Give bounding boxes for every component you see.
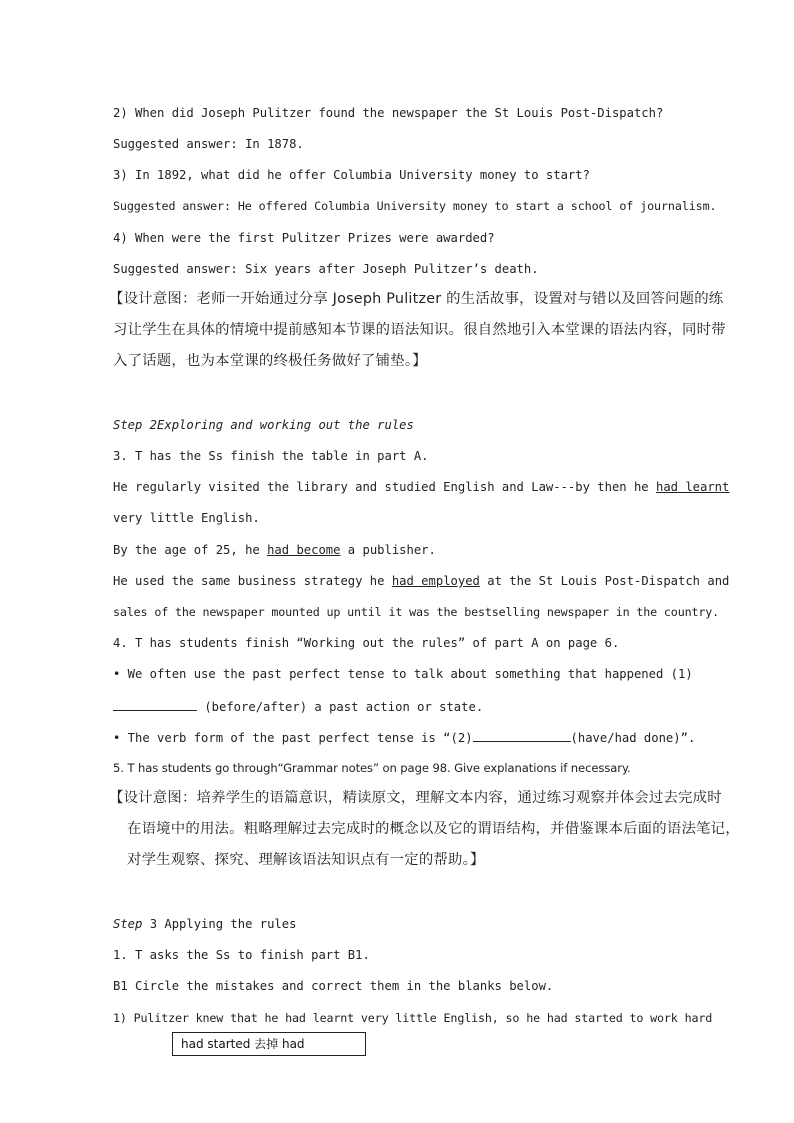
exercise-question-1: 1) Pulitzer knew that he had learnt very little English, so he had started to work hard	[113, 1011, 713, 1025]
answer-box: had started 去掉 had	[172, 1032, 366, 1056]
sentence-3-text: He used the same business strategy he	[113, 574, 392, 588]
design-intent-2-line1: 【设计意图：培养学生的语篇意识，精读原文，理解文本内容，通过练习观察并体会过去完成时	[109, 790, 722, 806]
rule-bullet-1-line1: • We often use the past perfect tense to talk about something that happened (1)	[113, 667, 693, 681]
answer-4: Suggested answer: Six years after Joseph Pulitzer’s death.	[113, 262, 539, 276]
step-2-heading: Step 2Exploring and working out the rules	[113, 418, 414, 432]
question-4: 4) When were the first Pulitzer Prizes were awarded?	[113, 231, 495, 245]
design-intent-1-line3: 入了话题，也为本堂课的终极任务做好了铺垫。】	[113, 353, 427, 369]
step-3-item-1: 1. T asks the Ss to finish part B1.	[113, 948, 370, 962]
underlined-had-employed: had employed	[391, 574, 480, 588]
sentence-1-text: He regularly visited the library and studied English and Law---by then he	[113, 480, 656, 494]
step-2-item-3: 3. T has the Ss finish the table in part A.	[113, 449, 429, 463]
design-intent-2-line3: 对学生观察、探究、理解该语法知识点有一定的帮助。】	[127, 852, 485, 868]
rule-bullet-2-end: (have/had done)”.	[570, 731, 696, 745]
rule-bullet-1-text: (before/after) a past action or state.	[197, 700, 484, 714]
sentence-2-text: By the age of 25, he	[113, 543, 268, 557]
answer-blank-2[interactable]	[473, 729, 571, 742]
step-2-item-4: 4. T has students finish “Working out the rules” of part A on page 6.	[113, 636, 620, 650]
design-intent-1-line2: 习让学生在具体的情境中提前感知本节课的语法知识。很自然地引入本堂课的语法内容，同时带	[113, 322, 726, 338]
underlined-had-become: had become	[267, 543, 341, 557]
sentence-2-end: a publisher.	[340, 543, 436, 557]
step-3-heading	[113, 916, 296, 932]
rule-bullet-2	[113, 729, 695, 746]
step-3-b1-instruction: B1 Circle the mistakes and correct them in the blanks below.	[113, 979, 554, 993]
answer-blank-1[interactable]	[113, 698, 197, 711]
answer-2: Suggested answer: In 1878.	[113, 137, 304, 151]
sentence-3-mid: at the St Louis Post-Dispatch and	[479, 574, 730, 588]
sentence-3-line2: sales of the newspaper mounted up until it was the bestselling newspaper in the country.	[113, 605, 720, 619]
sentence-2	[113, 542, 436, 558]
answer-3: Suggested answer: He offered Columbia University money to start a school of journalism.	[113, 199, 717, 213]
step-3-heading-rest: 3 Applying the rules	[142, 917, 297, 931]
question-2: 2) When did Joseph Pulitzer found the newspaper the St Louis Post-Dispatch?	[113, 106, 664, 120]
design-intent-1-line1: 【设计意图：老师一开始通过分享 Joseph Pulitzer 的生活故事，设置对与错以及回答问题的练	[109, 291, 724, 307]
step-2-item-5: 5. T has students go through“Grammar notes” on page 98. Give explanations if necessary.	[113, 761, 631, 775]
underlined-had-learnt: had learnt	[655, 480, 730, 494]
design-intent-2-line2: 在语境中的用法。粗略理解过去完成时的概念以及它的谓语结构，并借鉴课本后面的语法笔记，	[127, 821, 740, 837]
question-3: 3) In 1892, what did he offer Columbia University money to start?	[113, 168, 590, 182]
sentence-1-line1	[113, 479, 729, 495]
sentence-1-line2: very little English.	[113, 511, 260, 525]
rule-bullet-1-line2	[113, 698, 483, 715]
step-3-heading-italic: Step	[113, 917, 143, 931]
rule-bullet-2-text: • The verb form of the past perfect tense is “(2)	[113, 731, 473, 745]
sentence-3-line1	[113, 573, 729, 589]
